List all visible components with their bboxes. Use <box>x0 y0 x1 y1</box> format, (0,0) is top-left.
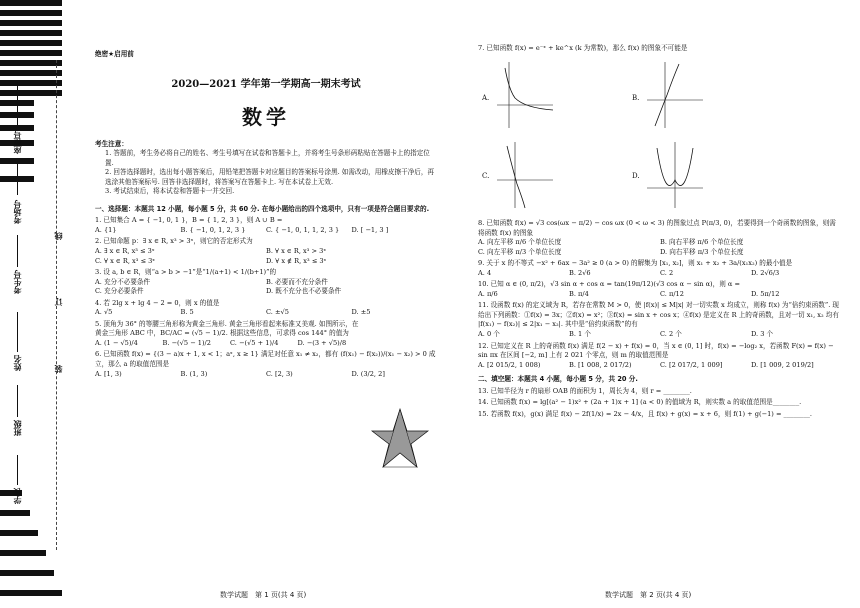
answer-option[interactable]: B. [1 008, 2 017/2) <box>569 360 632 369</box>
answer-option[interactable]: B. ∀ x ∈ R, x³ > 3ˣ <box>266 246 327 255</box>
answer-option[interactable]: D. [ −1, 3 ] <box>351 225 389 234</box>
question-stem: 9. 关于 x 的不等式 −x² + 6ax − 3a² ≥ 0 (a > 0) 的解集为 [x₁, x₂]，则 x₁ + x₂ + 3a/(x₁x₂) 的最小值是 <box>478 259 793 268</box>
answer-option[interactable]: D. −(3 + √5)/8 <box>297 338 347 347</box>
question <box>478 301 842 339</box>
answer-option[interactable]: B. 向右平移 π/6 个单位长度 <box>660 238 744 247</box>
cut-mark-zhuang: 装 <box>54 365 63 373</box>
question-stem: 4. 若 2lg x + lg 4 − 2 = 0，则 x 的值是 <box>95 298 220 307</box>
question-stem: 3. 设 a, b ∈ R，则“a > b > −1”是“1/(a+1) < 1/(b+1)”的 <box>95 268 277 277</box>
fill-question: 13. 已知半径为 r 的扇形 OAB 的面积为 1，周长为 4，则 r = ________. <box>478 386 692 395</box>
answer-option[interactable]: D. (3/2, 2] <box>351 369 385 378</box>
question <box>478 259 842 278</box>
cut-dash-line <box>56 60 57 550</box>
answer-option[interactable]: D. ±5 <box>351 308 371 317</box>
answer-option[interactable]: B. 2√6 <box>569 268 591 277</box>
option-row <box>95 247 437 266</box>
question-stem: 1. 已知集合 A = { −1, 0, 1 }，B = { 1, 2, 3 }，则 A ∪ B = <box>95 216 283 225</box>
question <box>95 350 437 379</box>
question-stem: 2. 已知命题 p：∃ x ∈ R, x³ > 3ˣ，则它的否定形式为 <box>95 237 253 246</box>
name-label: 姓名 <box>13 355 22 371</box>
answer-option[interactable]: C. −(√5 + 1)/4 <box>230 338 279 347</box>
answer-option[interactable]: C. 向左平移 π/3 个单位长度 <box>478 247 562 256</box>
question-stem: 12. 已知定义在 R 上的奇函数 f(x) 满足 f(2 − x) + f(x) = 0，当 x ∈ (0, 1] 时，f(x) = −log₂ x，若函数 F(x) = f(x) − sin πx 在区间 [−2, m] 上有 2 021 个零点，则 m 的取值范围是 <box>478 341 834 360</box>
question <box>95 268 437 297</box>
option-row <box>478 238 842 257</box>
question-stem: 6. 已知函数 f(x) = {(3 − a)x + 1, x < 1；aˣ, x ≥ 1} 满足对任意 x₁ ≠ x₂，都有 (f(x₁) − f(x₂))/(x₁ − x₂) > 0 成立，那么 a 的取值范围是 <box>95 350 436 368</box>
binding-stripe <box>0 10 62 16</box>
answer-option[interactable]: C. ∀ x ∈ R, x³ ≤ 3ˣ <box>95 256 156 265</box>
answer-option[interactable]: D. ∀ x ∉ R, x³ ≤ 3ˣ <box>266 256 327 265</box>
answer-option[interactable]: C. 2 个 <box>660 330 682 339</box>
answer-option[interactable]: A. ∃ x ∈ R, x³ ≤ 3ˣ <box>95 246 155 255</box>
option-row <box>95 278 437 297</box>
option-row <box>478 361 842 371</box>
footer-right: 数学试题 第 2 页(共 4 页) <box>605 591 692 599</box>
answer-option[interactable]: C. [2 017/2, 1 009] <box>660 360 723 369</box>
footer-left: 数学试题 第 1 页(共 4 页) <box>220 591 307 599</box>
q7-stem: 7. 已知函数 f(x) = e⁻ˣ + ke^x (k 为常数)，那么 f(x) 的图象不可能是 <box>478 44 688 52</box>
room-line <box>17 160 18 195</box>
question <box>95 237 437 266</box>
answer-option[interactable]: D. 5π/12 <box>751 289 780 298</box>
option-row <box>478 269 842 279</box>
class-label: 班级 <box>13 420 22 436</box>
answer-option[interactable]: C. [2, 3) <box>266 369 293 378</box>
graph-c <box>495 140 555 210</box>
question <box>478 342 842 371</box>
graph-label-d: D. <box>632 172 640 180</box>
answer-option[interactable]: B. 5 <box>180 308 194 317</box>
question <box>95 299 437 318</box>
binding-stripe <box>0 70 62 76</box>
name-line <box>17 312 18 352</box>
school-label: 学校 <box>13 488 22 504</box>
class-line <box>17 385 18 417</box>
question-stem: 11. 设函数 f(x) 的定义域为 R，若存在常数 M > 0，使 |f(x)| ≤ M|x| 对一切实数 x 均成立，则称 f(x) 为“倍约束函数”. 现给出下列函数：①f(x) = 3x；②f(x) = x²；③f(x) = sin x + cos x；④f(x) 是定义在 R 上的奇函数，且对一切 x₁, x₂ 均有 |f(x₁) − f(x₂)| ≤ 2|x₁ − x₂|. 其中是“倍约束函数”的有 <box>478 301 839 329</box>
left-page <box>95 52 437 379</box>
answer-option[interactable]: C. { −1, 0, 1, 1, 2, 3 } <box>266 225 340 234</box>
student-no-label: 考生号 <box>13 270 22 294</box>
answer-option[interactable]: C. π/12 <box>660 289 684 298</box>
notes-block <box>95 140 437 197</box>
answer-option[interactable]: D. [1 009, 2 019/2] <box>751 360 814 369</box>
question <box>95 320 437 349</box>
answer-option[interactable]: A. (1 − √5)/4 <box>95 338 138 347</box>
answer-option[interactable]: A. 向左平移 π/6 个单位长度 <box>478 238 562 247</box>
binding-stripe <box>0 50 62 56</box>
binding-stripe <box>0 60 62 66</box>
option-row <box>478 330 842 340</box>
graph-label-c: C. <box>482 172 490 180</box>
subject-title: 数学 <box>242 104 290 129</box>
binding-stripe <box>0 20 62 26</box>
graph-b <box>645 60 705 130</box>
left-question-list <box>95 216 437 379</box>
binding-stripe <box>0 0 62 6</box>
right-question-list <box>478 219 842 370</box>
section-1-heading: 一、选择题：本题共 12 小题，每小题 5 分，共 60 分. 在每小题给出的四个选项中，只有一项是符合题目要求的. <box>95 204 430 213</box>
seat-line <box>17 80 18 125</box>
answer-option[interactable]: C. ±√5 <box>266 308 289 317</box>
answer-option[interactable]: B. −(√5 − 1)/2 <box>162 338 211 347</box>
right-page <box>478 44 842 54</box>
answer-option[interactable]: C. 2 <box>660 268 674 277</box>
secret-mark: 绝密★启用前 <box>95 50 134 58</box>
note-item: 1. 答题前，考生务必将自己的姓名、考生号填写在试卷和答题卡上，并将考生号条形码粘贴在答题卡上的指定位置. <box>105 149 430 167</box>
binding-stripe <box>0 80 62 86</box>
answer-option[interactable]: B. 1 个 <box>569 330 591 339</box>
binding-stripe <box>0 590 62 596</box>
option-row <box>95 226 437 236</box>
answer-option[interactable]: C. 充分必要条件 <box>95 287 144 296</box>
answer-option[interactable]: A. π/6 <box>478 289 498 298</box>
school-line <box>17 455 18 485</box>
question <box>478 280 842 299</box>
option-row <box>95 308 437 318</box>
binding-stripe <box>0 530 38 536</box>
seat-label: 座位号 <box>13 130 22 154</box>
graph-d <box>645 140 705 210</box>
binding-stripe <box>0 510 30 516</box>
cut-mark-line: 线 <box>54 232 63 240</box>
binding-stripe <box>0 40 62 46</box>
exam-title: 2020—2021 学年第一学期高一期末考试 <box>171 79 361 90</box>
right-page-lower <box>478 217 842 419</box>
fill-question: 15. 若函数 f(x)，g(x) 满足 f(x) − 2f(1/x) = 2x − 4/x，且 f(x) + g(x) = x + 6，则 f(1) + g(−1) = ________. <box>478 409 813 418</box>
question-stem: 8. 已知函数 f(x) = √3 cos(ωx − π/2) − cos ωx (0 < ω < 3) 的图象过点 P(π/3, 0)，若要得到一个奇函数的图象，则需将函数 f(x) 的图象 <box>478 219 836 237</box>
graph-label-b: B. <box>632 94 640 102</box>
answer-option[interactable]: A. 充分不必要条件 <box>95 277 151 286</box>
answer-option[interactable]: D. 向右平移 π/3 个单位长度 <box>660 247 744 256</box>
binding-stripe <box>0 90 62 96</box>
graph-label-a: A. <box>482 94 490 102</box>
answer-option[interactable]: D. 3 个 <box>751 330 774 339</box>
answer-option[interactable]: A. {1} <box>95 225 117 234</box>
answer-option[interactable]: B. { −1, 0, 1, 2, 3 } <box>180 225 246 234</box>
answer-option[interactable]: A. [2 015/2, 1 008) <box>478 360 541 369</box>
cut-mark-ding: 订 <box>54 298 63 306</box>
fill-question: 14. 已知函数 f(x) = lg[(a² − 1)x² + (2a + 1)x + 1] (a < 0) 的值域为 R，则实数 a 的取值范围是________. <box>478 398 802 407</box>
binding-stripe <box>0 570 54 576</box>
note-item: 2. 回答选择题时，选出每小题答案后，用铅笔把答题卡对应题目的答案标号涂黑. 如需改动，用橡皮擦干净后，再选涂其他答案标号. 回答非选择题时，将答案写在答题卡上. 写在本试卷上无效. <box>105 168 435 186</box>
question-stem: 5. 顶角为 36° 的等腰三角形称为黄金三角形. 黄金三角形看起来标准又美观. 如图所示，在黄金三角形 ABC 中，BC/AC = (√5 − 1)/2. 根据这些信息，可求得 cos 144° 的值为 <box>95 319 359 338</box>
student-no-line <box>17 235 18 267</box>
section-2-heading: 二、填空题：本题共 4 小题，每小题 5 分，共 20 分. <box>478 375 638 384</box>
golden-triangle-figure <box>370 405 430 473</box>
answer-option[interactable]: B. π/4 <box>569 289 589 298</box>
question-stem: 10. 已知 α ∈ (0, π/2)，√3 sin α + cos α = tan(19π/12)(√3 cos α − sin α)，则 α = <box>478 280 740 289</box>
answer-option[interactable]: D. 既不充分也不必要条件 <box>266 287 342 296</box>
notes-heading: 考生注意： <box>95 139 128 148</box>
room-label: 考场号 <box>13 200 22 224</box>
answer-option[interactable]: B. 必要而不充分条件 <box>266 277 328 286</box>
option-row <box>95 339 365 349</box>
question <box>95 216 437 235</box>
answer-option[interactable]: A. [1, 3) <box>95 369 122 378</box>
answer-option[interactable]: B. (1, 3) <box>180 369 208 378</box>
option-row <box>478 290 842 300</box>
answer-option[interactable]: D. 2√6/3 <box>751 268 780 277</box>
answer-option[interactable]: A. 0 个 <box>478 330 500 339</box>
binding-stripe <box>0 550 46 556</box>
binding-stripe <box>0 30 62 36</box>
answer-option[interactable]: A. 4 <box>478 268 492 277</box>
graph-a <box>495 60 555 130</box>
note-item: 3. 考试结束后，将本试卷和答题卡一并交回. <box>105 187 235 196</box>
question <box>478 219 842 257</box>
option-row <box>95 370 437 380</box>
answer-option[interactable]: A. √5 <box>95 308 113 317</box>
